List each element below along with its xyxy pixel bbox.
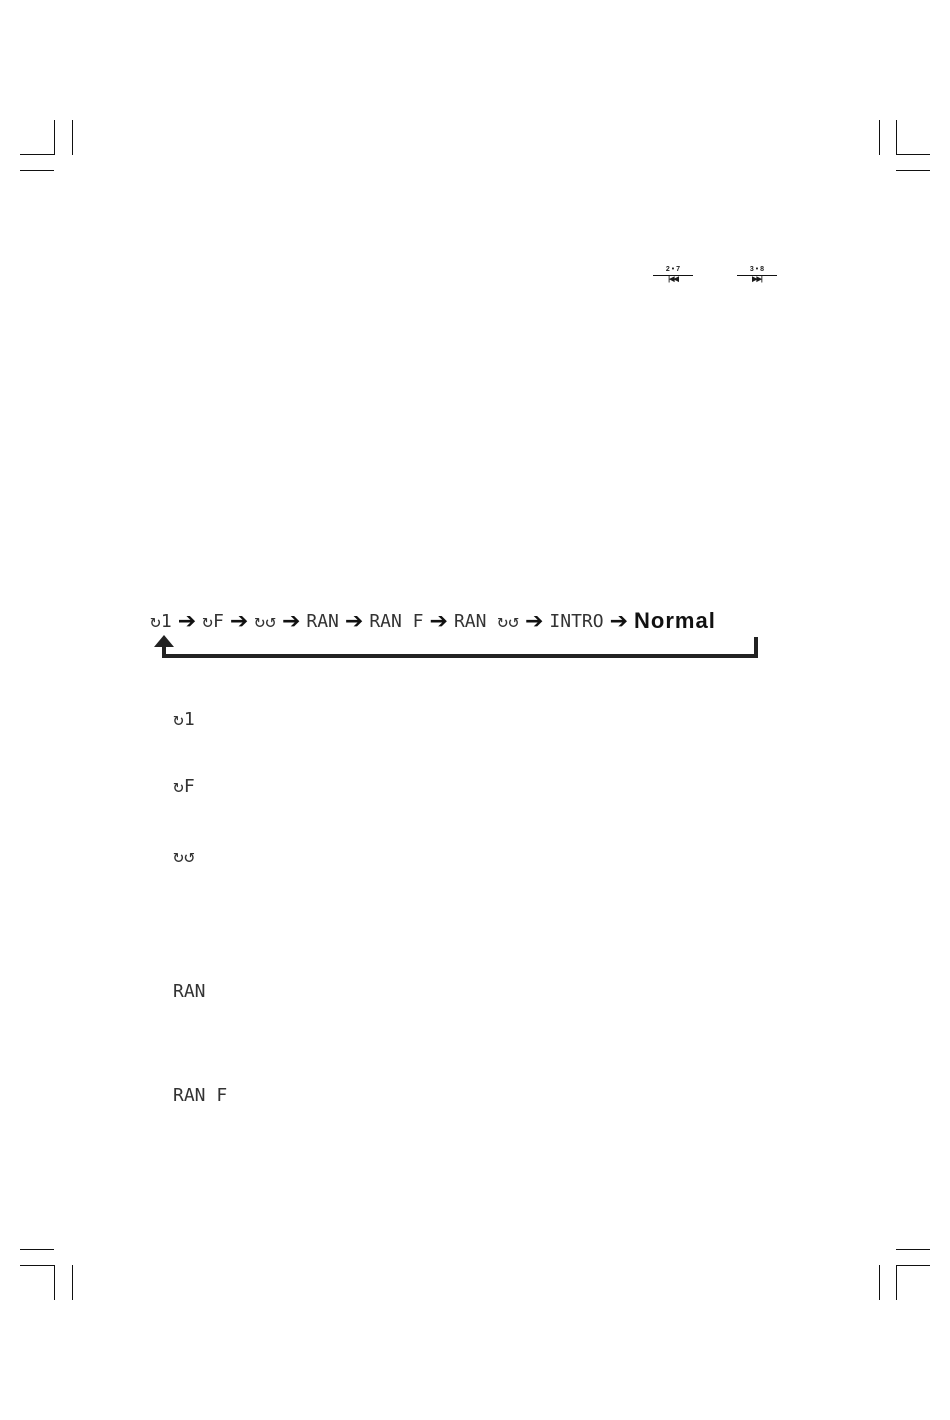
arrow-right-icon: ➔ — [344, 608, 364, 634]
crop-mark — [54, 120, 55, 155]
crop-mark — [896, 154, 930, 155]
step-random: RAN — [306, 610, 339, 632]
arrow-up-icon — [154, 635, 174, 647]
skip-back-icon: |◀◀ — [668, 276, 678, 283]
crop-mark — [896, 170, 930, 171]
next-button-number: 3 • 8 — [737, 266, 777, 276]
prev-button-label — [653, 266, 693, 284]
crop-mark — [879, 1265, 880, 1300]
step-intro: INTRO — [549, 610, 604, 632]
step-repeat-one: ↻1 — [150, 610, 172, 632]
play-mode-sequence — [150, 606, 716, 636]
crop-mark — [20, 154, 54, 155]
return-line — [162, 646, 166, 658]
step-random-folder: RAN F — [369, 610, 424, 632]
prev-button-number: 2 • 7 — [653, 266, 693, 276]
crop-mark — [879, 120, 880, 155]
crop-mark — [72, 1265, 73, 1300]
return-line — [162, 654, 757, 658]
crop-mark — [20, 1265, 54, 1266]
mode-random: RAN — [173, 981, 206, 1002]
step-random-all: RAN ↻↺ — [453, 610, 519, 632]
step-repeat-all: ↻↺ — [254, 610, 276, 632]
crop-mark — [896, 1265, 930, 1266]
skip-forward-icon: ▶▶| — [752, 276, 762, 283]
mode-repeat-folder: ↻F — [173, 776, 195, 797]
step-repeat-folder: ↻F — [202, 610, 224, 632]
arrow-right-icon: ➔ — [177, 608, 197, 634]
crop-mark — [72, 120, 73, 155]
arrow-right-icon: ➔ — [229, 608, 249, 634]
mode-repeat-all: ↻↺ — [173, 846, 195, 867]
arrow-right-icon: ➔ — [281, 608, 301, 634]
crop-mark — [896, 1265, 897, 1300]
arrow-right-icon: ➔ — [609, 608, 629, 634]
crop-mark — [896, 1249, 930, 1250]
mode-repeat-one: ↻1 — [173, 709, 195, 730]
crop-mark — [54, 1265, 55, 1300]
step-normal: Normal — [634, 608, 716, 633]
crop-mark — [20, 1249, 54, 1250]
crop-mark — [20, 170, 54, 171]
arrow-right-icon: ➔ — [524, 608, 544, 634]
next-button-label — [737, 266, 777, 284]
mode-random-folder: RAN F — [173, 1085, 228, 1106]
arrow-right-icon: ➔ — [429, 608, 448, 634]
crop-mark — [896, 120, 897, 155]
